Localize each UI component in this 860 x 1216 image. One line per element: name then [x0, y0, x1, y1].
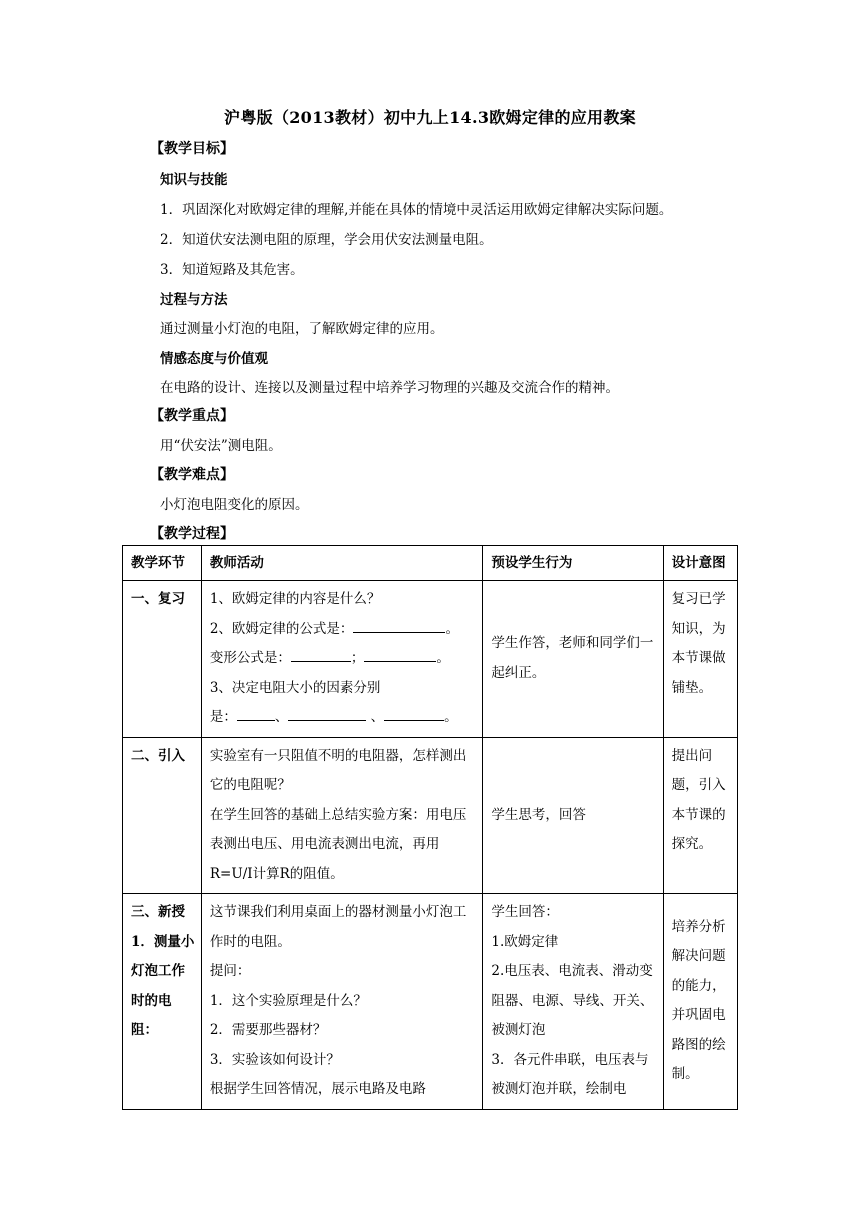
header-stage: 教学环节	[123, 546, 202, 581]
difficulty-text: 小灯泡电阻变化的原因。	[160, 497, 309, 513]
stage-intro: 二、引入	[123, 737, 202, 894]
student-behavior-new	[483, 894, 663, 1110]
student-line: 2.电压表、电流表、滑动变阻器、电源、导线、开关、被测灯泡	[491, 963, 654, 1038]
header-student: 预设学生行为	[483, 546, 663, 581]
process-heading: 过程与方法	[160, 292, 228, 308]
teacher-line: 1、欧姆定律的内容是什么？	[209, 591, 381, 607]
knowledge-item-3: 3．知道短路及其危害。	[160, 262, 304, 278]
emotion-text: 在电路的设计、连接以及测量过程中培养学习物理的兴趣及交流合作的精神。	[160, 380, 619, 396]
knowledge-item-1: 1．巩固深化对欧姆定律的理解,并能在具体的情境中灵活运用欧姆定律解决实际问题。	[160, 202, 673, 218]
design-intent-review: 复习已学知识，为本节课做铺垫。	[663, 581, 737, 738]
process-text: 通过测量小灯泡的电阻，了解欧姆定律的应用。	[160, 321, 444, 337]
header-teacher: 教师活动	[201, 546, 483, 581]
teacher-line: 变形公式是： ； 。	[210, 644, 477, 674]
teacher-line: 在学生回答的基础上总结实验方案：用电压表测出电压、用电流表测出电流，再用R=U/I计算R的阻值。	[209, 806, 467, 882]
teacher-line: 提问：	[209, 963, 251, 979]
student-behavior-review: 学生作答，老师和同学们一起纠正。	[483, 581, 663, 738]
teacher-activity-new	[201, 894, 483, 1110]
key-point-text: 用“伏安法”测电阻。	[160, 438, 282, 454]
answer-blank	[353, 618, 445, 633]
student-line: 学生回答：	[491, 904, 559, 920]
teacher-line: 根据学生回答情况，展示电路及电路	[209, 1081, 426, 1097]
answer-blank	[384, 706, 444, 721]
table-row	[123, 581, 738, 738]
teacher-activity-review	[201, 581, 483, 738]
teacher-line: 3．实验该如何设计？	[209, 1051, 340, 1068]
student-line: 1.欧姆定律	[491, 933, 559, 950]
teacher-line: 实验室有一只阻值不明的电阻器，怎样测出它的电阻呢？	[209, 747, 467, 793]
knowledge-item-2: 2．知道伏安法测电阻的原理，学会用伏安法测量电阻。	[160, 232, 493, 248]
answer-blank	[364, 647, 436, 662]
teacher-line: 1．这个实验原理是什么？	[209, 992, 367, 1009]
teacher-line: 3、决定电阻大小的因素分别	[209, 679, 381, 696]
stage-new-lesson: 三、新授 1．测量小灯泡工作时的电阻：	[123, 894, 202, 1110]
teacher-line: 2．需要那些器材？	[209, 1022, 327, 1038]
design-intent-new: 培养分析解决问题的能力，并巩固电路图的绘制。	[663, 894, 737, 1110]
lesson-table	[122, 545, 738, 1110]
table-header-row	[123, 546, 738, 581]
answer-blank	[288, 706, 366, 721]
key-point-heading: 【教学重点】	[150, 408, 234, 424]
difficulty-heading: 【教学难点】	[150, 467, 234, 483]
table-row	[123, 894, 738, 1110]
student-line: 3．各元件串联，电压表与被测灯泡并联，绘制电	[491, 1051, 649, 1097]
document-title: 沪粤版（2013教材）初中九上14.3欧姆定律的应用教案	[224, 108, 636, 127]
teacher-line: 2、欧姆定律的公式是： 。	[210, 615, 477, 645]
teacher-line: 是： 、 、 。	[210, 703, 477, 733]
answer-blank	[237, 706, 275, 721]
process-steps-heading: 【教学过程】	[150, 526, 234, 542]
stage-review: 一、复习	[123, 581, 202, 738]
objectives-heading: 【教学目标】	[150, 141, 234, 157]
teacher-activity-intro	[201, 737, 483, 894]
header-intent: 设计意图	[663, 546, 737, 581]
knowledge-heading: 知识与技能	[160, 172, 228, 188]
table-row	[123, 737, 738, 894]
emotion-heading: 情感态度与价值观	[160, 351, 268, 367]
student-behavior-intro: 学生思考，回答	[483, 737, 663, 894]
teacher-line: 这节课我们利用桌面上的器材测量小灯泡工作时的电阻。	[209, 904, 467, 950]
design-intent-intro: 提出问题，引入本节课的探究。	[663, 737, 737, 894]
answer-blank	[291, 647, 351, 662]
